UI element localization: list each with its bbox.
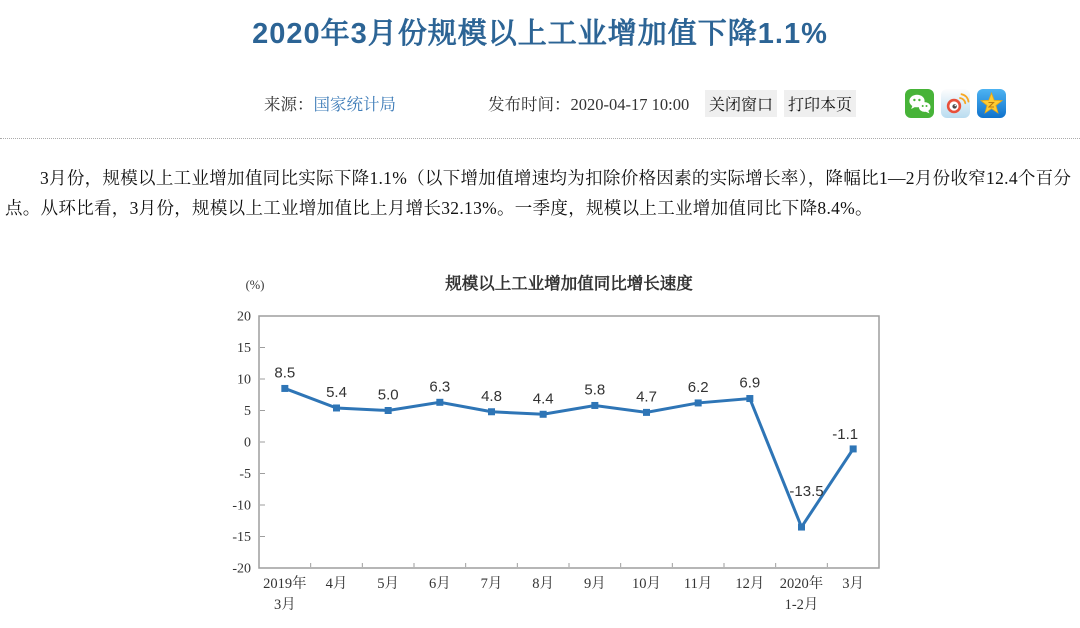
x-axis-tick: 8月 [532,576,555,592]
x-axis-tick: 2020年 [779,576,824,592]
x-axis-tick: 3月 [842,576,865,592]
chart-point [281,385,288,392]
x-axis-tick: 5月 [377,576,400,592]
y-axis-tick: 20 [237,309,251,325]
chart-point [436,399,443,406]
publish-time: 2020-04-17 10:00 [570,95,690,114]
publish-label: 发布时间： [488,95,571,114]
chart-line [285,388,853,527]
chart-value-label: 5.4 [326,383,347,401]
chart-point [850,445,857,452]
meta-row [264,88,1006,118]
chart-value-label: 4.7 [636,388,657,406]
y-axis-tick: -20 [232,561,251,577]
chart-point [488,408,495,415]
y-axis-tick: 5 [244,404,251,419]
chart-value-label: 4.4 [532,390,554,408]
print-page-button[interactable]: 打印本页 [784,90,856,117]
meta-source-block [264,91,689,115]
chart-value-label: -1.1 [832,425,859,443]
x-axis-tick: 12月 [735,576,765,592]
chart-point [798,524,805,531]
chart-point [385,407,392,414]
section-divider [0,138,1080,139]
chart-value-label: 8.5 [274,364,296,382]
meta-actions [698,89,1006,118]
y-axis-tick: 10 [237,372,251,388]
x-axis-tick: 11月 [683,576,713,592]
chart [222,267,1080,619]
x-axis-tick: 6月 [428,576,451,592]
x-axis-tick: 10月 [632,576,661,592]
chart-point [643,409,650,416]
x-axis-tick: 9月 [583,576,606,592]
y-axis-tick: 0 [244,435,251,451]
source-label: 来源： [264,95,314,114]
chart-value-label: 5.8 [584,381,606,399]
plot-border [259,316,879,568]
chart-value-label: 6.3 [429,378,451,396]
chart-point [540,411,547,418]
chart-value-label: 6.9 [739,374,761,392]
close-window-button[interactable]: 关闭窗口 [705,90,777,117]
chart-canvas [222,267,882,619]
y-axis-tick: -15 [232,530,251,545]
x-axis-tick: 2019年 [263,576,307,592]
chart-value-label: -13.5 [789,483,824,501]
publish-block [488,91,689,115]
article-page [0,14,1080,628]
chart-point [333,404,340,411]
y-axis-tick: 15 [237,341,251,356]
chart-title: 规模以上工业增加值同比增长速度 [445,275,693,293]
source-link[interactable]: 国家统计局 [313,95,396,114]
chart-value-label: 6.2 [687,378,709,396]
chart-point [746,395,753,402]
page-title: 2020年3月份规模以上工业增加值下降1.1% [252,18,828,50]
weibo-share-icon[interactable] [941,89,970,118]
chart-value-label: 5.0 [377,386,399,404]
chart-point [591,402,598,409]
x-axis-tick: 1-2月 [784,597,819,613]
x-axis-tick: 7月 [480,576,503,592]
chart-unit-label: (%) [245,278,265,292]
article-paragraph: 3月份，规模以上工业增加值同比实际下降1.1%（以下增加值增速均为扣除价格因素的实际增长率），降幅比1—2月份收窄12.4个百分点。从环比看，3月份，规模以上工业增加值比上月增长32.13%。一季度，规模以上工业增加值同比下降8.4%。 [5,168,1072,218]
x-axis-tick: 4月 [325,576,348,592]
chart-value-label: 4.8 [481,387,502,405]
wechat-share-icon[interactable] [905,89,934,118]
share-icons [898,89,1006,118]
qzone-share-icon[interactable] [977,89,1006,118]
y-axis-tick: -10 [232,498,251,514]
y-axis-tick: -5 [239,467,251,482]
chart-point [695,399,702,406]
x-axis-tick: 3月 [273,597,296,613]
